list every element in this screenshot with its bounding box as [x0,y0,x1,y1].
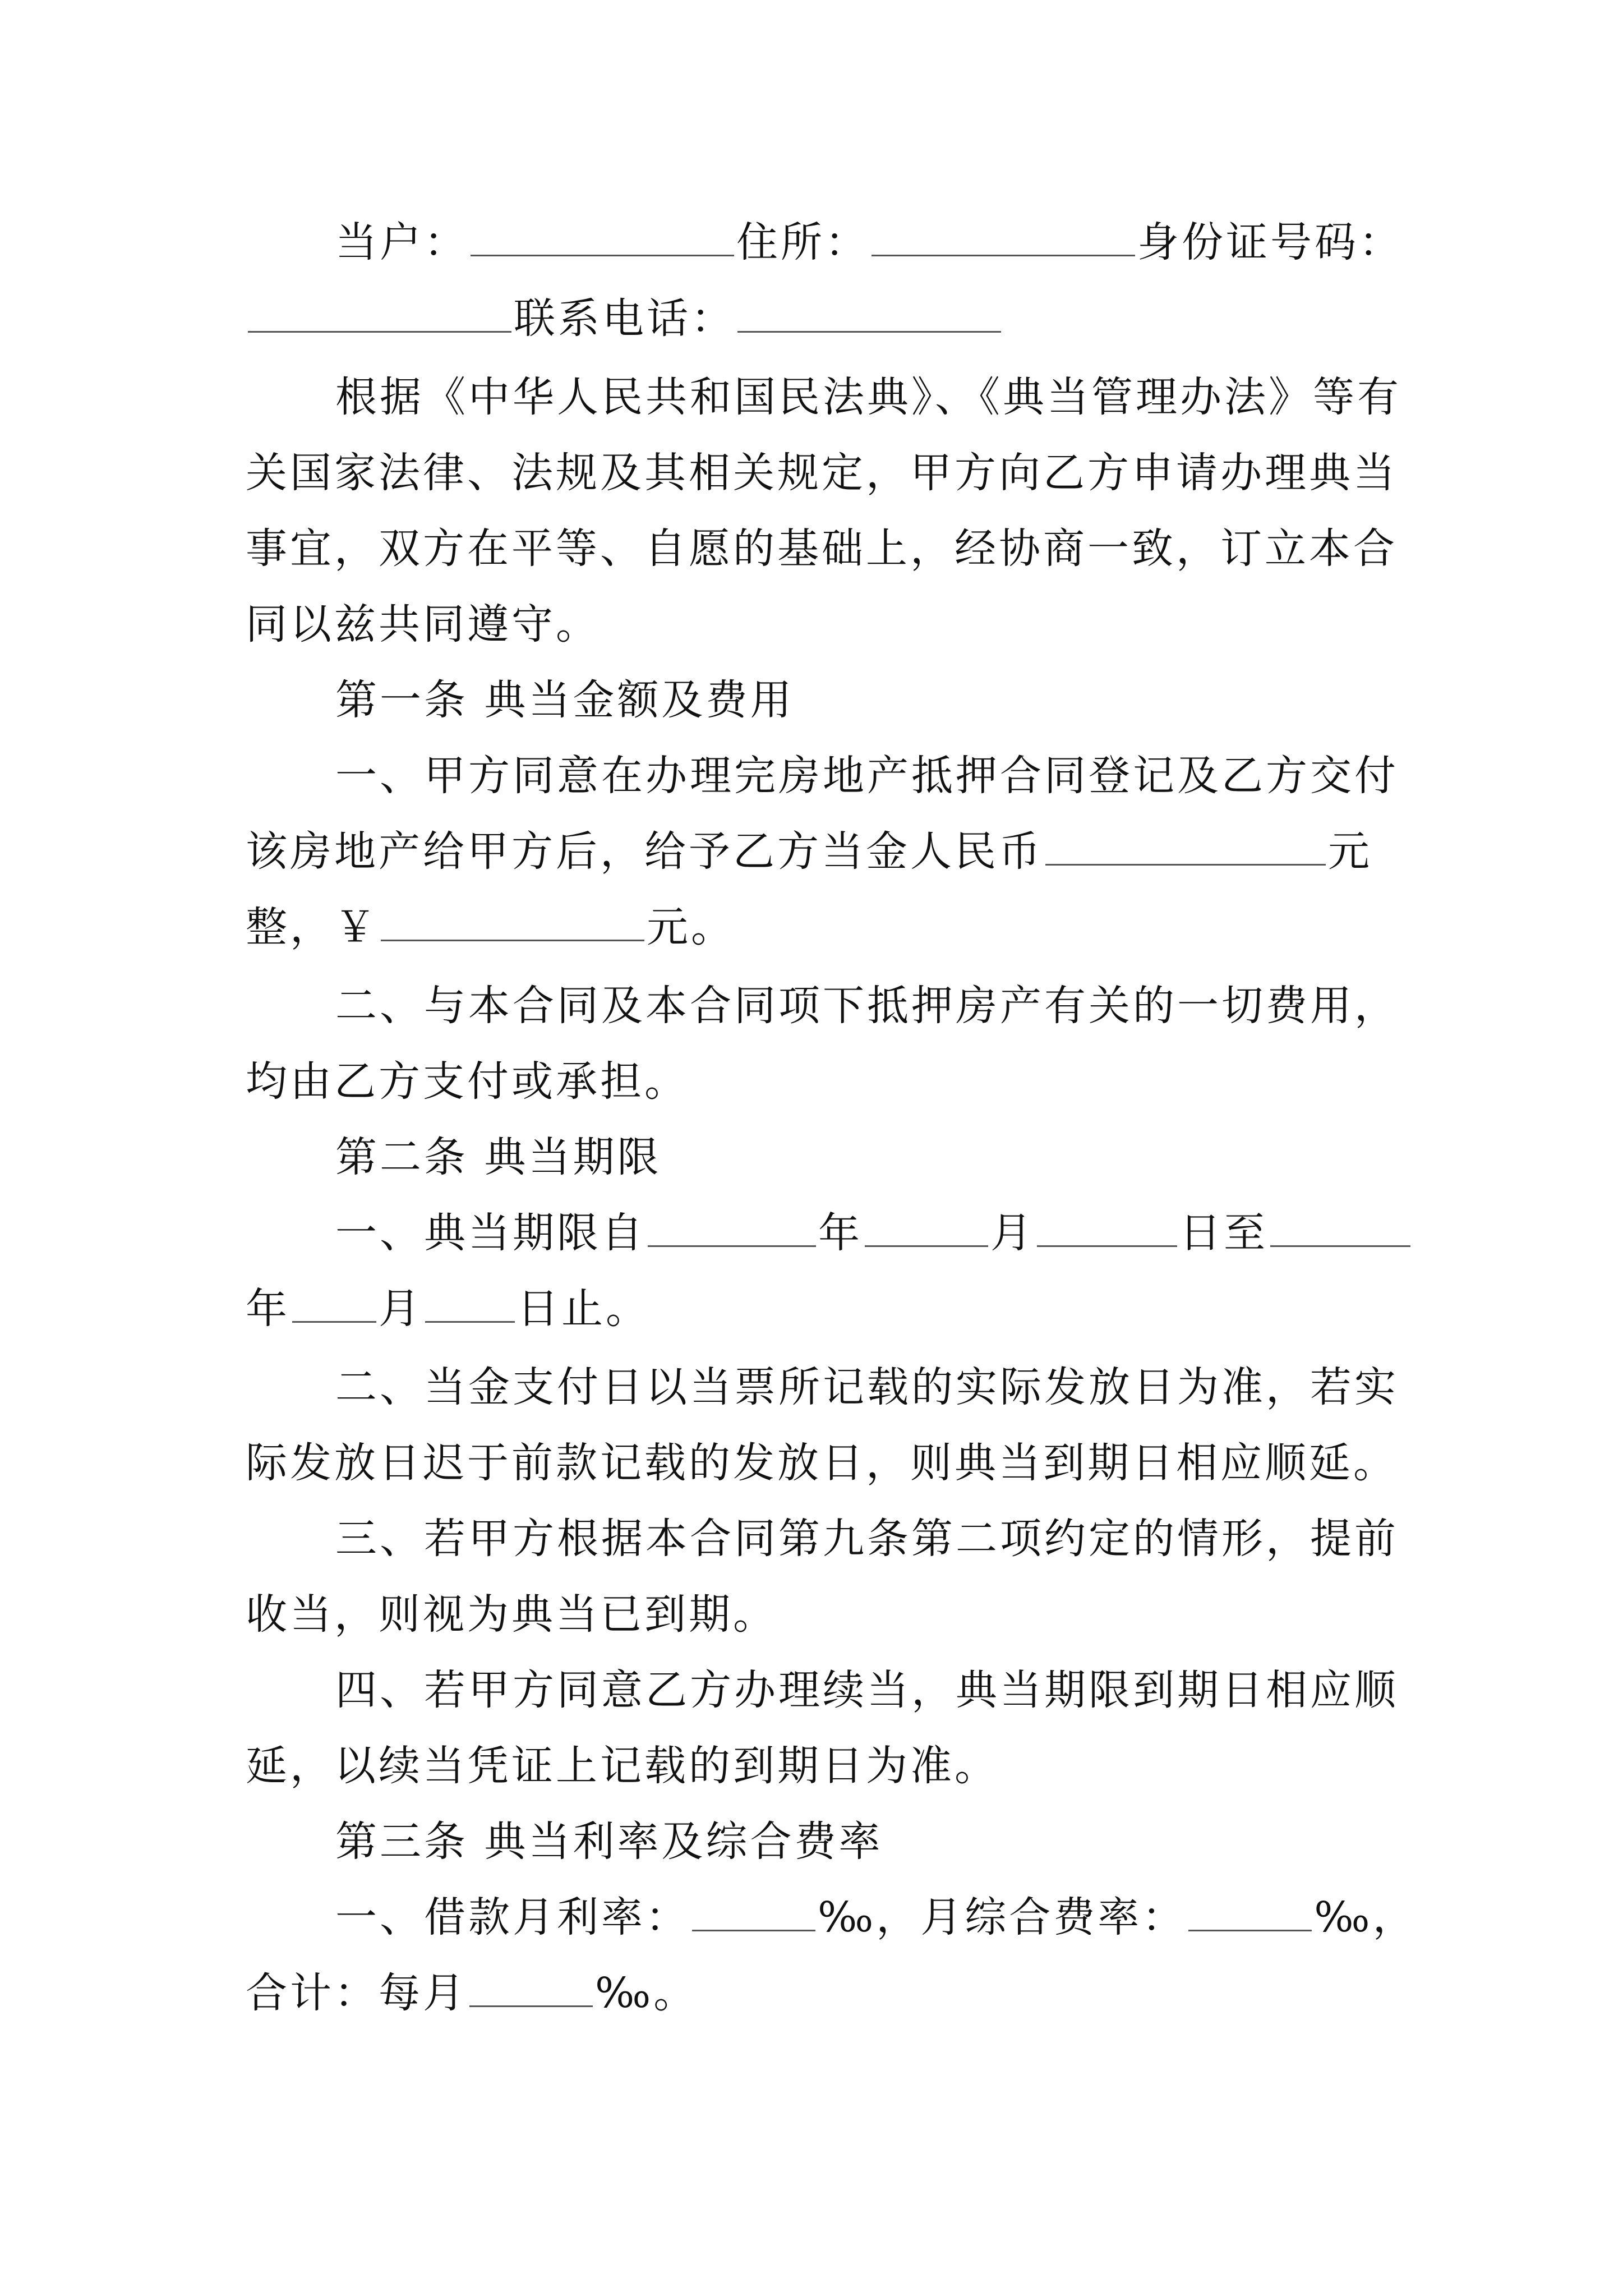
article-1-p1-line-2 [246,823,1372,880]
phone-line [246,291,1003,347]
end-year-label: 年 [246,1285,290,1333]
article-3-p1-line-2 [246,1965,698,2021]
phone-label: 联系电话： [514,295,735,343]
address-label: 住所： [736,218,869,266]
yuan-end-label: 元。 [647,903,735,951]
article-1-title: 第一条 典当金额及费用 [335,676,795,724]
end-month-label: 月 [379,1285,423,1333]
phone-blank [737,296,1001,333]
article-2-p1-line-1 [335,1205,1413,1261]
permille-label: ‰， [1314,1893,1417,1941]
pawner-label: 当户： [335,218,468,266]
intro-line-4: 同以兹共同遵守。 [246,600,600,648]
id-blank [248,296,511,333]
intro-line-1: 根据《中华人民共和国民法典》、《典当管理办法》等有 [335,373,1401,421]
article-2-p2-line-2: 际发放日迟于前款记载的发放日，则典当到期日相应顺延。 [246,1439,1398,1487]
article-3-title: 第三条 典当利率及综合费率 [335,1818,883,1866]
total-permille-label: ‰。 [595,1969,698,2017]
address-blank [872,220,1135,256]
end-day-blank [425,1286,515,1323]
fee-rate-label: ‰，月综合费率： [818,1893,1187,1941]
intro-line-2: 关国家法律、法规及其相关规定，甲方向乙方申请办理典当 [246,449,1398,497]
article-3-p1-line-1 [335,1889,1417,1945]
interest-rate-blank [692,1895,815,1931]
total-label: 合计：每月 [246,1969,467,2017]
article-2-p4-line-2: 延，以续当凭证上记载的到期日为准。 [246,1742,999,1790]
article-2-p3-line-2: 收当，则视为典当已到期。 [246,1590,777,1639]
end-month-blank [292,1286,376,1323]
article-1-p2-line-1: 二、与本合同及本合同项下抵押房产有关的一切费用， [335,982,1399,1030]
end-day-label: 日止。 [517,1285,650,1333]
pawner-blank [471,220,734,256]
amount-figure-blank [381,905,644,941]
amount-label: 该房地产给甲方后，给予乙方当金人民币 [246,827,1043,876]
start-year-blank [648,1211,816,1247]
article-2-p3-line-1: 三、若甲方根据本合同第九条第二项约定的情形，提前 [335,1515,1399,1563]
year-label: 年 [818,1209,863,1257]
day-to-label: 日至 [1179,1209,1268,1257]
fee-rate-blank [1188,1895,1312,1931]
interest-rate-label: 一、借款月利率： [335,1893,690,1941]
yen-label: 整，￥ [246,903,379,951]
pawner-line [335,214,1403,270]
id-label: 身份证号码： [1137,218,1403,266]
total-rate-blank [469,1971,593,2007]
article-2-p2-line-1: 二、当金支付日以当票所记载的实际发放日为准，若实 [335,1363,1399,1411]
article-2-p1-line-2 [246,1281,650,1337]
intro-line-3: 事宜，双方在平等、自愿的基础上，经协商一致，订立本合 [246,524,1398,573]
article-1-p1-line-1: 一、甲方同意在办理完房地产抵押合同登记及乙方交付 [335,752,1399,800]
article-2-title: 第二条 典当期限 [335,1133,662,1181]
article-1-p1-line-3 [246,899,735,955]
term-from-label: 一、典当期限自 [335,1209,645,1257]
article-2-p4-line-1: 四、若甲方同意乙方办理续当，典当期限到期日相应顺 [335,1666,1399,1714]
start-day-blank [1037,1211,1177,1247]
month-label: 月 [990,1209,1035,1257]
amount-words-blank [1045,829,1326,866]
article-1-p2-line-2: 均由乙方支付或承担。 [246,1057,689,1106]
end-year-blank [1270,1211,1410,1247]
start-month-blank [865,1211,988,1247]
yuan-label: 元 [1328,827,1372,876]
